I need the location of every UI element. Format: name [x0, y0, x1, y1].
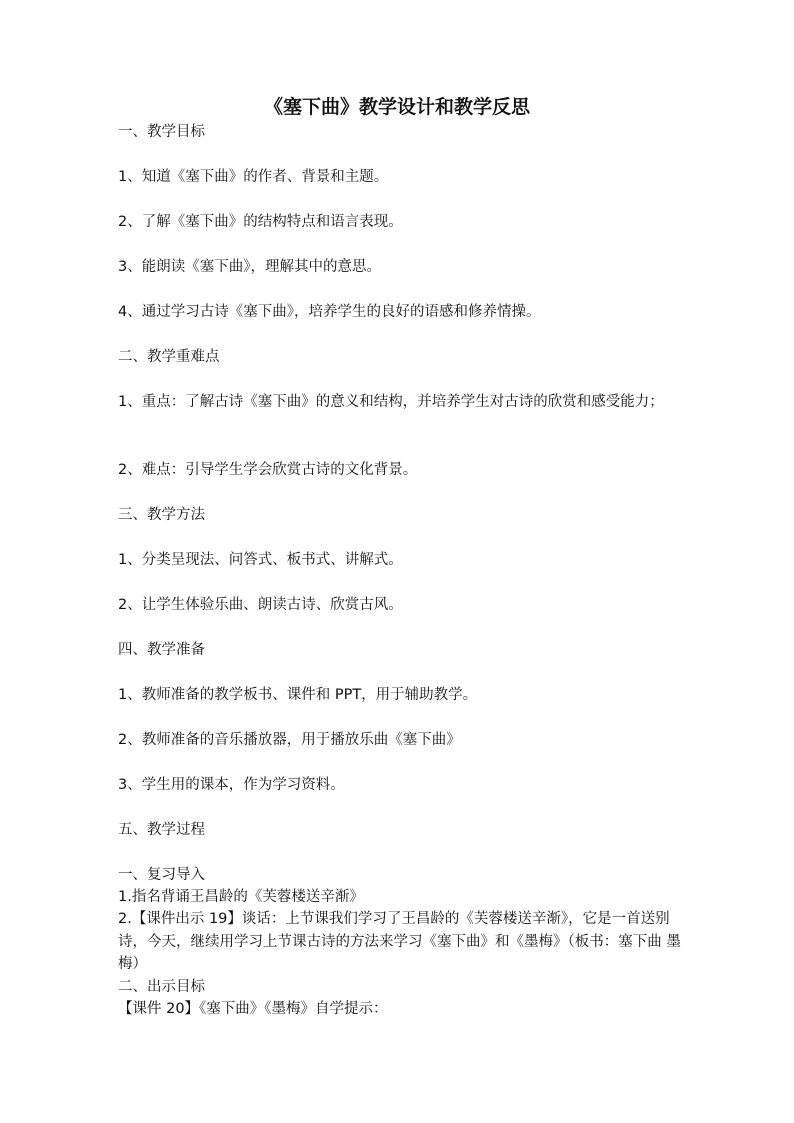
document-title: 《塞下曲》教学设计和教学反思	[263, 96, 530, 118]
section-heading-methods: 三、教学方法	[118, 507, 205, 523]
process-heading-goals: 二、出示目标	[118, 979, 205, 995]
process-item-2: 2.【课件出示 19】谈话：上节课我们学习了王昌龄的《芙蓉楼送辛渐》，它是一首送别诗，今天，继续用学习上节课古诗的方法来学习《塞下曲》和《墨梅》（板书：塞下曲 墨梅）	[118, 911, 681, 972]
process-item-courseware: 【课件 20】《塞下曲》《墨梅》自学提示：	[118, 1001, 388, 1017]
preparation-item-2: 2、教师准备的音乐播放器，用于播放乐曲《塞下曲》	[118, 732, 461, 748]
section-heading-preparation: 四、教学准备	[118, 642, 205, 658]
goal-item-2: 2、了解《塞下曲》的结构特点和语言表现。	[118, 214, 403, 230]
goal-item-3: 3、能朗读《塞下曲》，理解其中的意思。	[118, 259, 381, 275]
process-heading-review: 一、复习导入	[118, 867, 205, 883]
preparation-item-1: 1、教师准备的教学板书、课件和 PPT，用于辅助教学。	[118, 687, 478, 703]
key-point-item-2: 2、难点：引导学生学会欣赏古诗的文化背景。	[118, 462, 418, 478]
section-heading-teaching-goals: 一、教学目标	[118, 124, 205, 140]
preparation-item-3: 3、学生用的课本，作为学习资料。	[118, 777, 345, 793]
process-item-1: 1.指名背诵王昌龄的《芙蓉楼送辛渐》	[118, 889, 364, 905]
method-item-2: 2、让学生体验乐曲、朗读古诗、欣赏古风。	[118, 597, 403, 613]
section-heading-process: 五、教学过程	[118, 822, 205, 838]
section-heading-key-points: 二、教学重难点	[118, 349, 220, 365]
goal-item-4: 4、通过学习古诗《塞下曲》，培养学生的良好的语感和修养情操。	[118, 304, 541, 320]
goal-item-1: 1、知道《塞下曲》的作者、背景和主题。	[118, 169, 389, 185]
key-point-item-1: 1、重点：了解古诗《塞下曲》的意义和结构，并培养学生对古诗的欣赏和感受能力；	[118, 394, 664, 410]
method-item-1: 1、分类呈现法、问答式、板书式、讲解式。	[118, 552, 403, 568]
